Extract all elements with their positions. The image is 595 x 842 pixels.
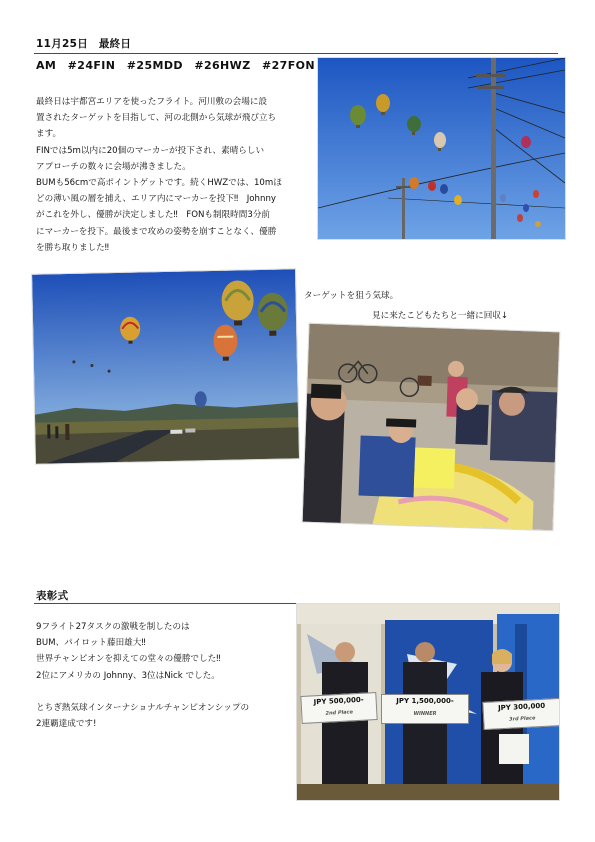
award-paragraph (36, 619, 296, 732)
photo-award-ceremony (297, 604, 559, 800)
photo-children-recovering-balloon (303, 324, 560, 531)
paragraph-line: ます。 (36, 129, 62, 140)
task-list: AM #24FIN #25MDD #26HWZ #27FON (36, 59, 315, 72)
paragraph-line: アプローチの数々に会場が沸きました。 (36, 161, 191, 172)
caption-children-recovery: 見に来たこどもたちと一緒に回収↓ (372, 311, 509, 321)
section-divider (34, 53, 558, 54)
paragraph-line: にマーカーを投下。最後まで攻めの姿勢を崩すことなく、優勝 (36, 226, 277, 237)
paragraph-line: とちぎ熱気球インターナショナルチャンピオンシップの (36, 702, 250, 713)
prize-board-second-place (300, 692, 377, 724)
prize-amount: JPY 300,000 (497, 701, 546, 713)
paragraph-line: 2位にアメリカの Johnny、3位はNick でした。 (36, 670, 220, 681)
paragraph-line: どの薄い風の層を捕え、エリア内にマーカーを投下‼ Johnny (36, 194, 276, 205)
paragraph-line: 9フライト27タスクの激戦を制したのは (36, 622, 190, 632)
paragraph-line: 最終日は宇都宮エリアを使ったフライト。河川敷の会場に設 (36, 97, 268, 107)
photo-balloons-over-field (32, 269, 299, 463)
caption-target-balloon: ターゲットを狙う気球。 (304, 291, 399, 301)
prize-amount: JPY 500,000- (313, 695, 364, 707)
paragraph-line: を勝ち取りました‼ (36, 242, 109, 253)
section-heading-award-ceremony: 表彰式 (36, 590, 69, 602)
section-heading-final-day: 11月25日 最終日 (36, 38, 132, 50)
prize-amount: JPY 1,500,000- (396, 697, 454, 705)
paragraph-line: がこれを外し、優勝が決定しました‼ FONも制限時間3分前 (36, 210, 271, 221)
paragraph-line: BUM、パイロット藤田雄大‼ (36, 638, 146, 649)
prize-place: WINNER (413, 711, 437, 717)
paragraph-line: 世界チャンピオンを抑えての堂々の優勝でした‼ (36, 654, 221, 665)
prize-board-winner (381, 694, 469, 724)
paragraph-line: FINでは5m以内に20個のマーカーが投下され、素晴らしい (36, 145, 265, 156)
prize-board-third-place (482, 698, 559, 730)
photo-balloons-power-pole (318, 58, 565, 239)
final-day-paragraph (36, 94, 316, 256)
paragraph-line: 置されたターゲットを目指して、河の北側から気球が飛び立ち (36, 113, 277, 124)
prize-place: 2nd Place (325, 709, 354, 717)
paragraph-line: BUMも56cmで高ポイントゲットです。続くHWZでは、10mほ (36, 178, 282, 189)
paragraph-line: 2連覇達成です! (36, 719, 97, 730)
paragraph-line (36, 684, 296, 700)
prize-place: 3rd Place (508, 715, 536, 723)
